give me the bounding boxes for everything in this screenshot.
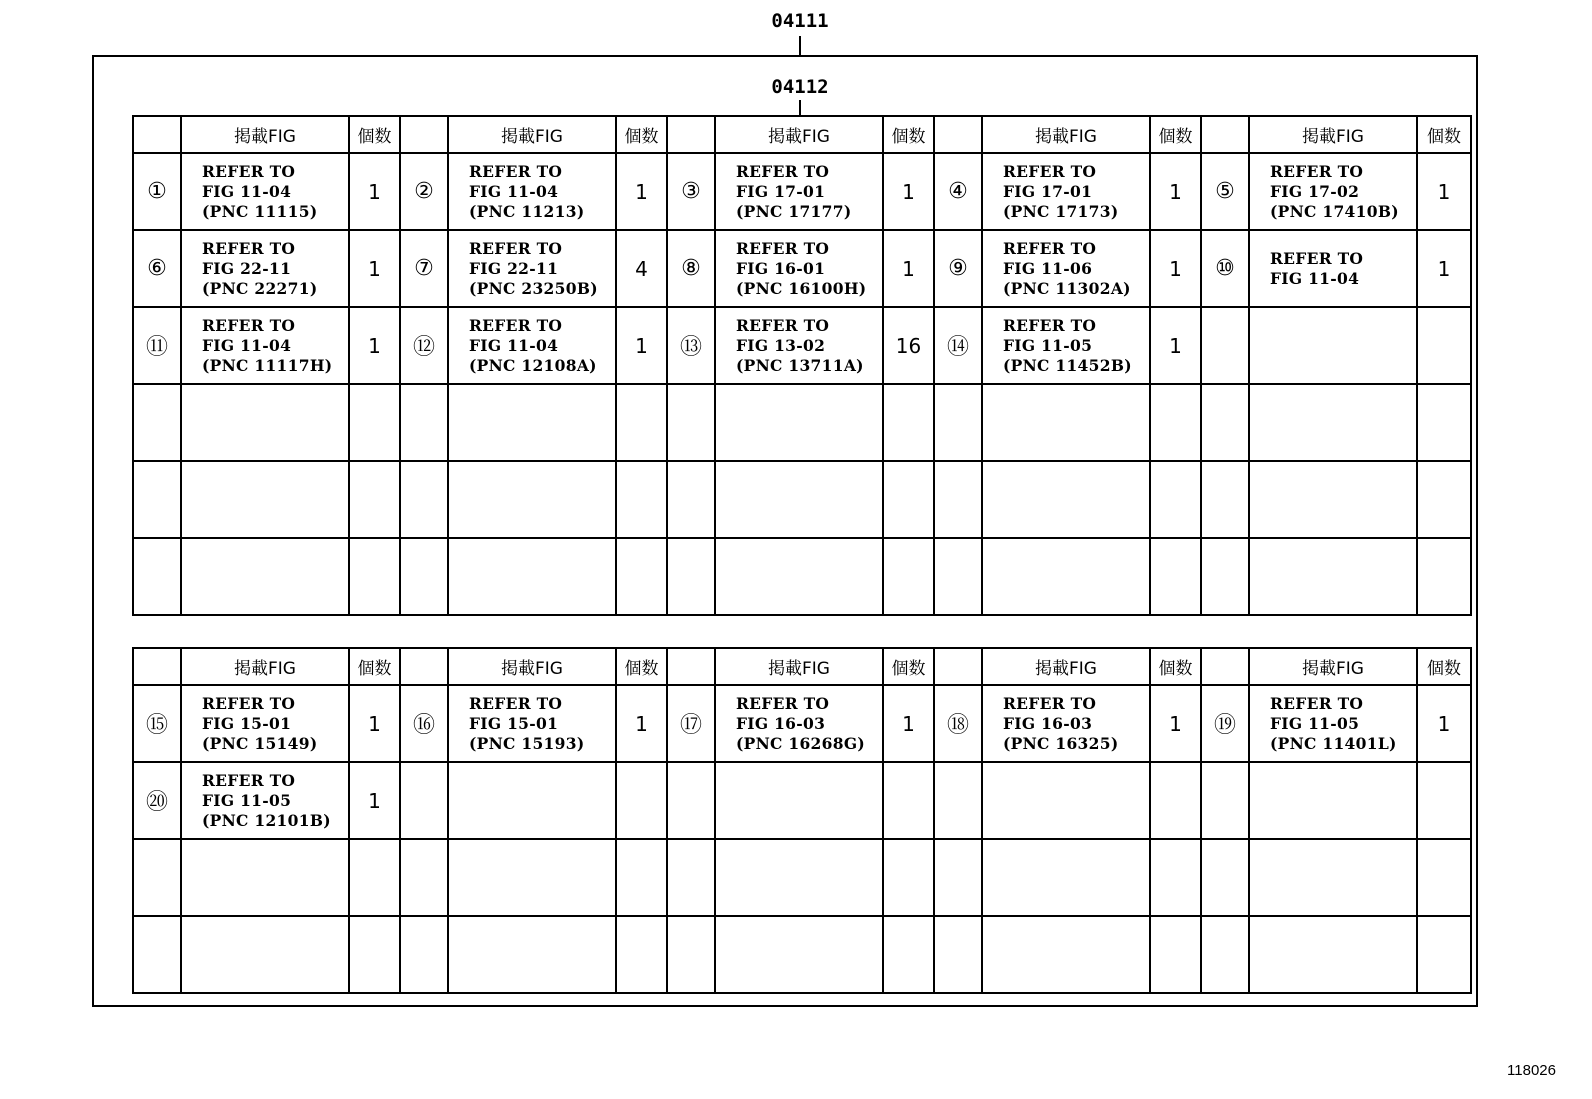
fig-reference: FIG 16-01 (736, 258, 826, 278)
refer-to-text: REFER TO (1270, 693, 1364, 713)
qty-header: 個数 (349, 648, 400, 685)
reference-cell (181, 839, 349, 916)
pnc-reference: (PNC 17410B) (1270, 201, 1399, 221)
qty-header: 個数 (1417, 116, 1471, 153)
quantity-cell (1417, 538, 1471, 615)
callout-number: ⑥ (133, 230, 181, 307)
qty-header: 個数 (616, 116, 667, 153)
reference-cell (1249, 461, 1417, 538)
refer-to-text: REFER TO (202, 161, 296, 181)
qty-header: 個数 (1417, 648, 1471, 685)
callout-number (1201, 384, 1249, 461)
refer-to-text: REFER TO (736, 693, 830, 713)
quantity-cell (616, 839, 667, 916)
reference-cell (181, 230, 349, 307)
callout-number: ⑫ (400, 307, 448, 384)
callout-number (934, 839, 982, 916)
refer-to-text: REFER TO (469, 693, 563, 713)
reference-cell (715, 461, 883, 538)
table-header-row (133, 116, 1471, 153)
quantity-cell (349, 839, 400, 916)
callout-number (934, 538, 982, 615)
reference-cell (1249, 384, 1417, 461)
reference-cell (982, 839, 1150, 916)
quantity-cell: 1 (616, 307, 667, 384)
fig-reference: FIG 11-04 (1270, 268, 1360, 288)
quantity-cell: 1 (883, 153, 934, 230)
quantity-cell: 1 (883, 685, 934, 762)
pnc-reference: (PNC 15193) (469, 733, 585, 753)
reference-cell (181, 461, 349, 538)
fig-reference: FIG 13-02 (736, 335, 826, 355)
callout-number (1201, 538, 1249, 615)
upper-parts-table (132, 115, 1472, 616)
reference-cell (1249, 839, 1417, 916)
reference-cell (181, 762, 349, 839)
pnc-reference: (PNC 11115) (202, 201, 318, 221)
refer-to-text: REFER TO (202, 770, 296, 790)
quantity-cell (616, 762, 667, 839)
reference-cell (1249, 685, 1417, 762)
fig-reference: FIG 15-01 (202, 713, 292, 733)
callout-number (400, 916, 448, 993)
quantity-cell (1417, 384, 1471, 461)
fig-reference: FIG 11-04 (202, 181, 292, 201)
callout-number (667, 384, 715, 461)
callout-number: ⑦ (400, 230, 448, 307)
callout-number (934, 916, 982, 993)
number-column-header (133, 116, 181, 153)
quantity-cell (1417, 839, 1471, 916)
reference-cell (715, 916, 883, 993)
callout-number: ⑩ (1201, 230, 1249, 307)
callout-number: ⑮ (133, 685, 181, 762)
callout-number (400, 384, 448, 461)
qty-header: 個数 (349, 116, 400, 153)
callout-number (400, 461, 448, 538)
callout-number: ⑤ (1201, 153, 1249, 230)
pnc-reference: (PNC 12108A) (469, 355, 597, 375)
callout-number (400, 762, 448, 839)
refer-to-text: REFER TO (1270, 161, 1364, 181)
quantity-cell: 1 (349, 685, 400, 762)
refer-to-text: REFER TO (1003, 315, 1097, 335)
refer-to-text: REFER TO (469, 315, 563, 335)
callout-number: ② (400, 153, 448, 230)
quantity-cell: 1 (349, 230, 400, 307)
pnc-reference: (PNC 16268G) (736, 733, 865, 753)
callout-number (1201, 839, 1249, 916)
quantity-cell (616, 384, 667, 461)
callout-number: ⑨ (934, 230, 982, 307)
table-row (133, 461, 1471, 538)
reference-cell (715, 230, 883, 307)
callout-number: ⑱ (934, 685, 982, 762)
number-column-header (934, 116, 982, 153)
callout-number (133, 538, 181, 615)
reference-cell (448, 230, 616, 307)
reference-cell (448, 839, 616, 916)
fig-reference: FIG 11-05 (1270, 713, 1360, 733)
callout-number: ① (133, 153, 181, 230)
quantity-cell: 1 (1417, 153, 1471, 230)
table-row (133, 384, 1471, 461)
refer-to-text: REFER TO (202, 315, 296, 335)
callout-number (1201, 461, 1249, 538)
refer-to-text: REFER TO (1270, 248, 1364, 268)
table-row (133, 916, 1471, 993)
quantity-cell: 1 (616, 153, 667, 230)
reference-cell (181, 538, 349, 615)
quantity-cell: 1 (1150, 307, 1201, 384)
quantity-cell: 1 (349, 307, 400, 384)
qty-header: 個数 (1150, 648, 1201, 685)
callout-number (667, 461, 715, 538)
number-column-header (934, 648, 982, 685)
quantity-cell: 16 (883, 307, 934, 384)
quantity-cell (616, 461, 667, 538)
pnc-reference: (PNC 11452B) (1003, 355, 1132, 375)
reference-cell (181, 153, 349, 230)
callout-number (667, 538, 715, 615)
fig-reference: FIG 17-02 (1270, 181, 1360, 201)
reference-cell (982, 685, 1150, 762)
reference-cell (1249, 538, 1417, 615)
quantity-cell (1150, 384, 1201, 461)
lower-parts-table (132, 647, 1472, 994)
refer-to-text: REFER TO (736, 238, 830, 258)
callout-number (934, 461, 982, 538)
quantity-cell: 1 (1417, 230, 1471, 307)
callout-number (934, 384, 982, 461)
number-column-header (667, 648, 715, 685)
fig-reference: FIG 11-04 (202, 335, 292, 355)
reference-cell (448, 685, 616, 762)
callout-number (133, 916, 181, 993)
ref-fig-header: 掲載FIG (448, 648, 616, 685)
reference-cell (982, 384, 1150, 461)
callout-number (133, 839, 181, 916)
ref-fig-header: 掲載FIG (181, 116, 349, 153)
fig-reference: FIG 11-06 (1003, 258, 1093, 278)
reference-cell (715, 307, 883, 384)
number-column-header (1201, 116, 1249, 153)
ref-fig-header: 掲載FIG (1249, 648, 1417, 685)
callout-number (133, 461, 181, 538)
fig-reference: FIG 22-11 (202, 258, 292, 278)
parent-leader-line (799, 36, 801, 55)
quantity-cell (349, 916, 400, 993)
quantity-cell: 1 (1150, 153, 1201, 230)
callout-number: ⑯ (400, 685, 448, 762)
quantity-cell: 1 (1150, 230, 1201, 307)
table-row (133, 153, 1471, 230)
reference-cell (715, 839, 883, 916)
ref-fig-header: 掲載FIG (715, 648, 883, 685)
callout-number: ⑧ (667, 230, 715, 307)
qty-header: 個数 (883, 648, 934, 685)
reference-cell (181, 685, 349, 762)
callout-number (400, 538, 448, 615)
pnc-reference: (PNC 13711A) (736, 355, 864, 375)
reference-cell (448, 153, 616, 230)
child-assembly-code: 04112 (771, 76, 829, 98)
callout-number: ⑲ (1201, 685, 1249, 762)
fig-reference: FIG 17-01 (1003, 181, 1093, 201)
callout-number (1201, 307, 1249, 384)
pnc-reference: (PNC 23250B) (469, 278, 598, 298)
table-header-row (133, 648, 1471, 685)
number-column-header (133, 648, 181, 685)
callout-number: ⑳ (133, 762, 181, 839)
callout-number (667, 916, 715, 993)
pnc-reference: (PNC 16100H) (736, 278, 867, 298)
table-row (133, 538, 1471, 615)
reference-cell (715, 685, 883, 762)
table-row (133, 685, 1471, 762)
table-row (133, 230, 1471, 307)
ref-fig-header: 掲載FIG (1249, 116, 1417, 153)
quantity-cell: 1 (349, 153, 400, 230)
pnc-reference: (PNC 16325) (1003, 733, 1119, 753)
quantity-cell (1417, 916, 1471, 993)
quantity-cell (1150, 762, 1201, 839)
qty-header: 個数 (883, 116, 934, 153)
fig-reference: FIG 22-11 (469, 258, 559, 278)
ref-fig-header: 掲載FIG (448, 116, 616, 153)
pnc-reference: (PNC 17173) (1003, 201, 1119, 221)
callout-number (133, 384, 181, 461)
pnc-reference: (PNC 17177) (736, 201, 852, 221)
refer-to-text: REFER TO (469, 161, 563, 181)
reference-cell (181, 307, 349, 384)
reference-cell (715, 538, 883, 615)
table-row (133, 839, 1471, 916)
callout-number: ⑬ (667, 307, 715, 384)
quantity-cell (883, 762, 934, 839)
number-column-header (400, 116, 448, 153)
quantity-cell (616, 916, 667, 993)
pnc-reference: (PNC 11213) (469, 201, 585, 221)
quantity-cell: 1 (1417, 685, 1471, 762)
fig-reference: FIG 11-05 (202, 790, 292, 810)
figure-id: 118026 (1507, 1062, 1556, 1079)
quantity-cell: 1 (1150, 685, 1201, 762)
quantity-cell (1150, 916, 1201, 993)
refer-to-text: REFER TO (1003, 161, 1097, 181)
callout-number (1201, 762, 1249, 839)
reference-cell (448, 916, 616, 993)
quantity-cell (349, 538, 400, 615)
reference-cell (448, 762, 616, 839)
qty-header: 個数 (1150, 116, 1201, 153)
refer-to-text: REFER TO (202, 238, 296, 258)
fig-reference: FIG 17-01 (736, 181, 826, 201)
reference-cell (982, 461, 1150, 538)
parent-assembly-code: 04111 (771, 10, 829, 32)
ref-fig-header: 掲載FIG (181, 648, 349, 685)
reference-cell (181, 916, 349, 993)
refer-to-text: REFER TO (736, 315, 830, 335)
callout-number (400, 839, 448, 916)
reference-cell (982, 538, 1150, 615)
reference-cell (982, 153, 1150, 230)
callout-number (667, 839, 715, 916)
quantity-cell (883, 839, 934, 916)
quantity-cell (1150, 839, 1201, 916)
quantity-cell: 1 (616, 685, 667, 762)
fig-reference: FIG 15-01 (469, 713, 559, 733)
number-column-header (1201, 648, 1249, 685)
callout-number (934, 762, 982, 839)
reference-cell (1249, 762, 1417, 839)
quantity-cell (1150, 538, 1201, 615)
ref-fig-header: 掲載FIG (715, 116, 883, 153)
pnc-reference: (PNC 11401L) (1270, 733, 1397, 753)
quantity-cell: 4 (616, 230, 667, 307)
reference-cell (1249, 307, 1417, 384)
callout-number: ④ (934, 153, 982, 230)
quantity-cell (883, 538, 934, 615)
pnc-reference: (PNC 11117H) (202, 355, 333, 375)
pnc-reference: (PNC 12101B) (202, 810, 331, 830)
callout-number: ⑪ (133, 307, 181, 384)
callout-number (1201, 916, 1249, 993)
reference-cell (1249, 916, 1417, 993)
quantity-cell: 1 (883, 230, 934, 307)
reference-cell (982, 916, 1150, 993)
number-column-header (667, 116, 715, 153)
quantity-cell (1150, 461, 1201, 538)
ref-fig-header: 掲載FIG (982, 116, 1150, 153)
pnc-reference: (PNC 15149) (202, 733, 318, 753)
table-row (133, 307, 1471, 384)
fig-reference: FIG 16-03 (1003, 713, 1093, 733)
ref-fig-header: 掲載FIG (982, 648, 1150, 685)
callout-number (667, 762, 715, 839)
fig-reference: FIG 16-03 (736, 713, 826, 733)
refer-to-text: REFER TO (469, 238, 563, 258)
fig-reference: FIG 11-05 (1003, 335, 1093, 355)
pnc-reference: (PNC 22271) (202, 278, 318, 298)
refer-to-text: REFER TO (1003, 693, 1097, 713)
reference-cell (715, 762, 883, 839)
refer-to-text: REFER TO (1003, 238, 1097, 258)
callout-number: ⑭ (934, 307, 982, 384)
reference-cell (448, 461, 616, 538)
reference-cell (181, 384, 349, 461)
fig-reference: FIG 11-04 (469, 335, 559, 355)
reference-cell (982, 307, 1150, 384)
reference-cell (982, 230, 1150, 307)
quantity-cell (349, 461, 400, 538)
fig-reference: FIG 11-04 (469, 181, 559, 201)
reference-cell (1249, 230, 1417, 307)
table-row (133, 762, 1471, 839)
reference-cell (448, 538, 616, 615)
quantity-cell (1417, 461, 1471, 538)
quantity-cell (883, 384, 934, 461)
quantity-cell: 1 (349, 762, 400, 839)
quantity-cell (1417, 307, 1471, 384)
reference-cell (448, 307, 616, 384)
reference-cell (715, 384, 883, 461)
quantity-cell (883, 461, 934, 538)
reference-cell (1249, 153, 1417, 230)
pnc-reference: (PNC 11302A) (1003, 278, 1131, 298)
refer-to-text: REFER TO (736, 161, 830, 181)
quantity-cell (349, 384, 400, 461)
number-column-header (400, 648, 448, 685)
reference-cell (982, 762, 1150, 839)
quantity-cell (1417, 762, 1471, 839)
callout-number: ⑰ (667, 685, 715, 762)
callout-number: ③ (667, 153, 715, 230)
reference-cell (448, 384, 616, 461)
quantity-cell (883, 916, 934, 993)
refer-to-text: REFER TO (202, 693, 296, 713)
qty-header: 個数 (616, 648, 667, 685)
reference-cell (715, 153, 883, 230)
quantity-cell (616, 538, 667, 615)
